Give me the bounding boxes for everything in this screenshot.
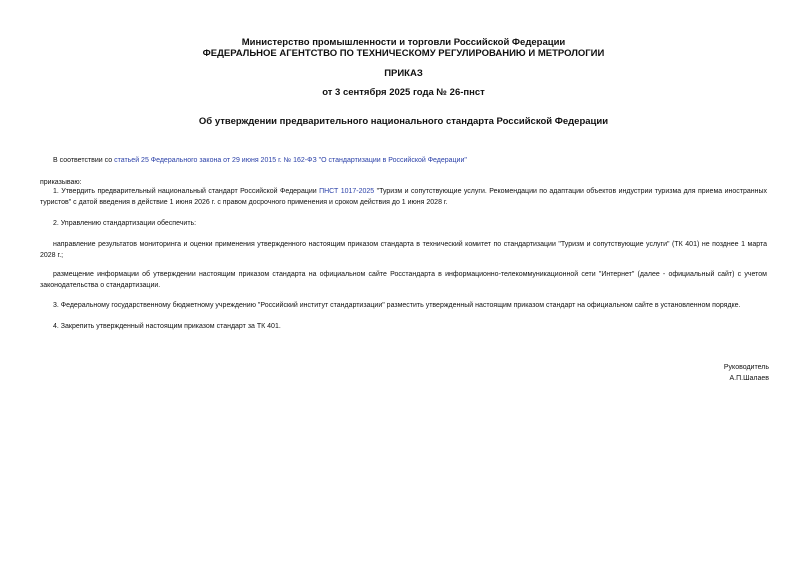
agency-title: ФЕДЕРАЛЬНОЕ АГЕНТСТВО ПО ТЕХНИЧЕСКОМУ РЕГУЛИРОВАНИЮ И МЕТРОЛОГИИ xyxy=(202,48,605,59)
item-3-paragraph: 3. Федеральному государственному бюджетному учреждению "Российский институт стандартизации" разместить утвержденный настоящим приказом стандарт на официальном сайте в установленном порядке. xyxy=(53,302,741,309)
signatory-title: Руководитель xyxy=(723,364,769,371)
signatory-name: А.П.Шалаев xyxy=(729,375,769,382)
item-1-prefix: 1. Утвердить предварительный национальный стандарт Российской Федерации xyxy=(53,188,320,195)
item-2-paragraph: 2. Управлению стандартизации обеспечить: xyxy=(53,220,197,227)
item-1-paragraph xyxy=(40,186,767,208)
ministry-title: Министерство промышленности и торговли Российской Федерации xyxy=(241,37,566,48)
standard-link[interactable]: ПНСТ 1017-2025 xyxy=(319,188,375,195)
directive-1-paragraph: направление результатов мониторинга и оценки применения утвержденного настоящим приказом стандарта в технический комитет по стандартизации "Туризм и сопутствующие услуги" (ТК 401) не позднее 1 марта 2028 г.; xyxy=(40,241,767,259)
item-1-suffix: "Туризм и сопутствующие услуги. Рекомендации по адаптации объектов индустрии туризма для приема иностранных туристов" с датой введения в действие 1 июня 2026 г. с правом досрочного применения и сроком действия до 1 июня 2028 г. xyxy=(40,188,767,206)
order-subject: Об утверждении предварительного национального стандарта Российской Федерации xyxy=(198,116,609,127)
signature-block xyxy=(724,362,769,384)
item-4-paragraph: 4. Закрепить утвержденный настоящим приказом стандарт за ТК 401. xyxy=(53,323,281,330)
order-date-number: от 3 сентября 2025 года № 26-пнст xyxy=(322,87,485,98)
order-heading: ПРИКАЗ xyxy=(384,68,423,79)
directive-2-paragraph: размещение информации об утверждении настоящим приказом стандарта на официальном сайте Росстандарта в информационно-телекоммуникационной сети "Интернет" (далее - официальный сайт) с учетом законодательства о стандартизации. xyxy=(40,271,767,289)
basis-paragraph xyxy=(40,155,767,166)
federal-law-link[interactable]: статьей 25 Федерального закона от 29 июня 2015 г. № 162-ФЗ "О стандартизации в Российской Федерации" xyxy=(114,157,467,164)
basis-prefix: В соответствии со xyxy=(53,157,115,164)
orders-word: приказываю: xyxy=(40,179,82,186)
